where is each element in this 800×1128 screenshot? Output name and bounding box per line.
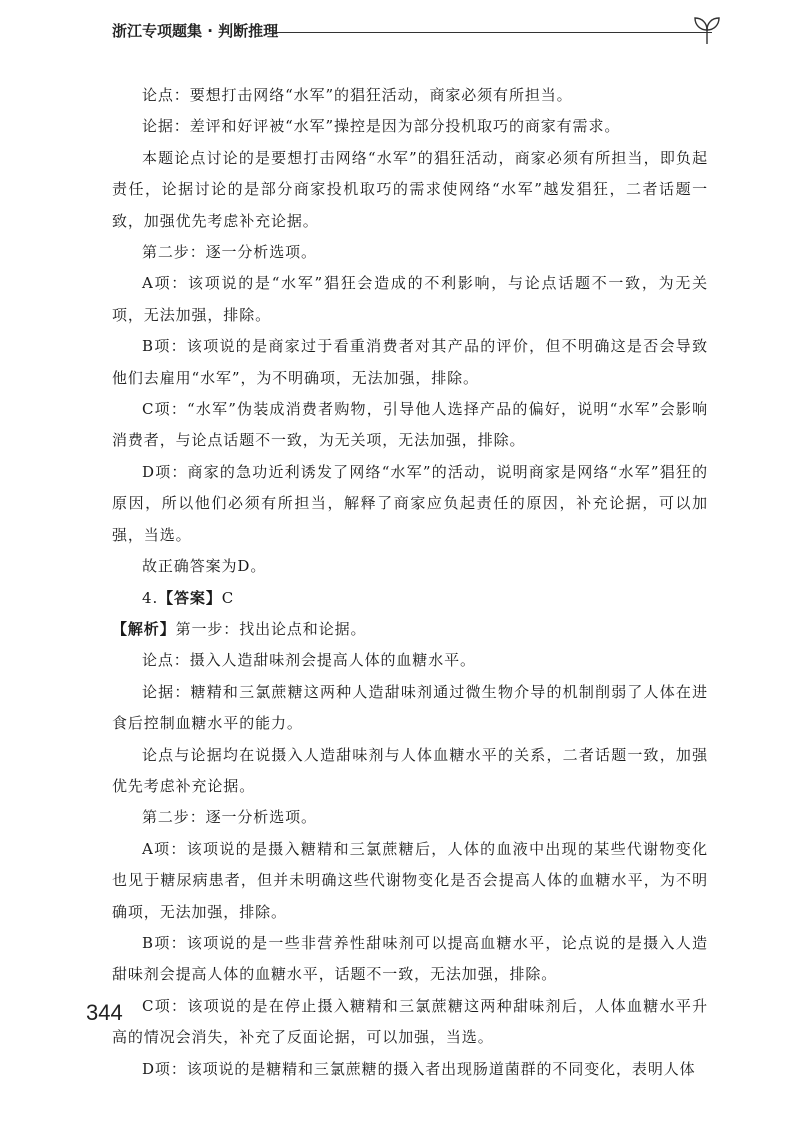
paragraph-argument: 论点：要想打击网络“水军”的猖狂活动，商家必须有所担当。 [142,86,573,104]
paragraph-evidence: 论据：差评和好评被“水军”操控是因为部分投机取巧的商家有需求。 [142,117,621,136]
header-title: 浙江专项题集 · 判断推理 [112,22,279,40]
paragraph-step-two: 第二步：逐一分析选项。 [142,243,317,262]
paragraph-option-d: D项：商家的急功近利诱发了网络“水军”的活动，说明商家是网络“水军”猖狂的原因，所以他们必须有所担当，解释了商家应负起责任的原因，补充论据，可以加强，当选。 [112,462,708,544]
question-4-answer [112,583,708,614]
paragraph-discussion-4: 论点与论据均在说摄入人造甜味剂与人体血糖水平的关系，二者话题一致，加强优先考虑补充论据。 [112,745,708,795]
paragraph-evidence-4: 论据：糖精和三氯蔗糖这两种人造甜味剂通过微生物介导的机制削弱了人体在进食后控制血糖水平的能力。 [112,682,708,733]
paragraph-discussion: 本题论点讨论的是要想打击网络“水军”的猖狂活动，商家必须有所担当，即负起责任，论据讨论的是部分商家投机取巧的需求使网络“水军”越发猖狂，二者话题一致，加强优先考虑补充论据。 [112,148,708,230]
paragraph-conclusion: 故正确答案为D。 [142,557,267,576]
header-rule [272,32,712,33]
paragraph-option-a-4: A项：该项说的是摄入糖精和三氯蔗糖后，人体的血液中出现的某些代谢物变化也见于糖尿病患者，但并未明确这些代谢物变化是否会提高人体的血糖水平，为不明确项，无法加强，排除。 [112,839,708,921]
paragraph-option-c: C项：“水军”伪装成消费者购物，引导他人选择产品的偏好，说明“水军”会影响消费者，与论点话题不一致，为无关项，无法加强，排除。 [112,400,708,450]
paragraph-option-b-4: B项：该项说的是一些非营养性甜味剂可以提高血糖水平，论点说的是摄入人造甜味剂会提高人体的血糖水平，话题不一致，无法加强，排除。 [112,933,708,984]
running-header [112,18,732,48]
answer-value: C [221,588,235,607]
question-4-analysis [112,614,708,645]
paragraph-option-a: A项：该项说的是“水军”猖狂会造成的不利影响，与论点话题不一致，为无关项，无法加强，排除。 [112,274,708,324]
paragraph-step-two-4: 第二步：逐一分析选项。 [142,808,317,827]
answer-label: 【答案】 [158,588,222,607]
paragraph-option-c-4: C项：该项说的是在停止摄入糖精和三氯蔗糖这两种甜味剂后，人体血糖水平升高的情况会消失，补充了反面论据，可以加强，当选。 [112,996,708,1047]
analysis-text: 第一步：找出论点和论据。 [175,619,367,638]
paragraph-option-b: B项：该项说的是商家过于看重消费者对其产品的评价，但不明确这是否会导致他们去雇用“水军”，为不明确项，无法加强，排除。 [112,337,708,387]
page-content [112,80,708,1085]
sprout-leaf-icon [690,14,724,48]
page-number: 344 [86,1000,123,1025]
paragraph-argument-4: 论点：摄入人造甜味剂会提高人体的血糖水平。 [142,651,476,670]
paragraph-option-d-4: D项：该项说的是糖精和三氯蔗糖的摄入者出现肠道菌群的不同变化，表明人体 [142,1059,696,1078]
question-number: 4. [142,588,159,607]
analysis-label: 【解析】 [112,619,176,638]
